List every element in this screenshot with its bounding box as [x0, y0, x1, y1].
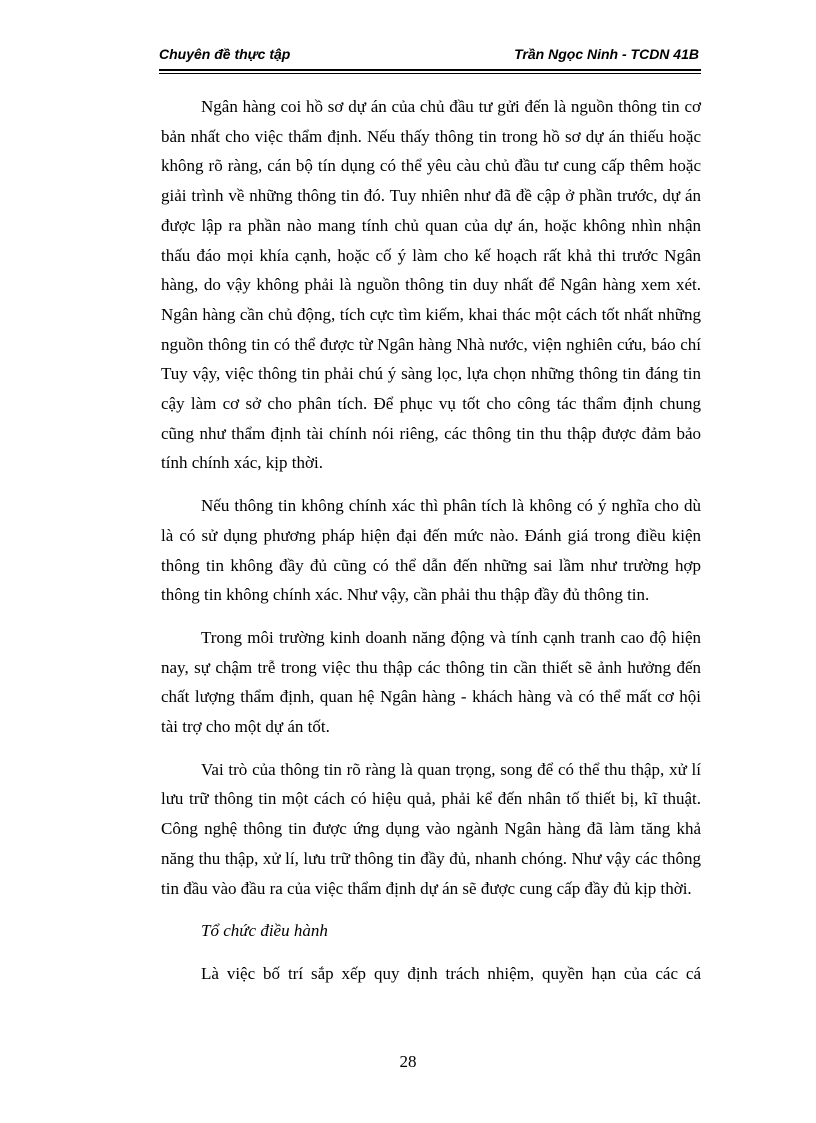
paragraph-organization-start: Là việc bố trí sắp xếp quy định trách nhiệm, quyền hạn của các cá	[201, 963, 701, 983]
paragraph-technology: Vai trò của thông tin rõ ràng là quan trọng, song để có thể thu thập, xử lí lưu trữ thông tin một cách có hiệu quả, phải kể đến nhân tố thiết bị, kĩ thuật. Công nghệ thông tin được ứng dụng vào ngành Ngân hàng đã làm tăng khả năng thu thập, xử lí, lưu trữ thông tin đầy đủ, nhanh chóng. Như vậy các thông tin đầu vào đầu ra của việc thẩm định dự án sẽ được cung cấp đầy đủ kịp thời.	[161, 759, 701, 898]
header-rule-thin	[159, 73, 701, 74]
paragraph-information-sources: Ngân hàng coi hồ sơ dự án của chủ đầu tư gửi đến là nguồn thông tin cơ bản nhất cho việc thẩm định. Nếu thấy thông tin trong hồ sơ dự án thiếu hoặc không rõ ràng, cán bộ tín dụng có thể yêu càu chủ đầu tư cung cấp thêm hoặc giải trình về những thông tin đó. Tuy nhiên như đã đề cập ở phần trước, dự án được lập ra phần nào mang tính chủ quan của dự án, hoặc không nhìn nhận thấu đáo mọi khía cạnh, hoặc cố ý làm cho kế hoạch rất khả thi trước Ngân hàng, do vậy không phải là nguồn thông tin duy nhất để Ngân hàng xem xét. Ngân hàng cần chủ động, tích cực tìm kiếm, khai thác một cách tốt nhất những nguồn thông tin có thể được từ Ngân hàng Nhà nước, viện nghiên cứu, báo chí Tuy vậy, việc thông tin phải chú ý sàng lọc, lựa chọn những thông tin đáng tin cậy làm cơ sở cho phân tích. Để phục vụ tốt cho công tác thẩm định chung cũng như thẩm định tài chính nói riêng, các thông tin thu thập được đảm bảo tính chính xác, kịp thời.	[161, 97, 701, 473]
subheading-organization: Tổ chức điều hành	[201, 921, 328, 941]
header-author: Trần Ngọc Ninh - TCDN 41B	[514, 46, 699, 62]
body-text	[161, 92, 701, 989]
header-course-title: Chuyên đề thực tập	[159, 46, 291, 62]
page-number: 28	[399, 1052, 417, 1071]
paragraph-accuracy: Nếu thông tin không chính xác thì phân tích là không có ý nghĩa cho dù là có sử dụng phương pháp hiện đại đến mức nào. Đánh giá trong điều kiện thông tin không đầy đủ cũng có thể dẫn đến những sai lầm như trường hợp thông tin không chính xác. Như vậy, cần phải thu thập đầy đủ thông tin.	[161, 496, 701, 605]
paragraph-timeliness: Trong môi trường kinh doanh năng động và tính cạnh tranh cao độ hiện nay, sự chậm trễ trong việc thu thập các thông tin cần thiết sẽ ảnh hưởng đến chất lượng thẩm định, quan hệ Ngân hàng - khách hàng và có thể mất cơ hội tài trợ cho một dự án tốt.	[161, 627, 701, 737]
header-rule	[159, 69, 701, 71]
